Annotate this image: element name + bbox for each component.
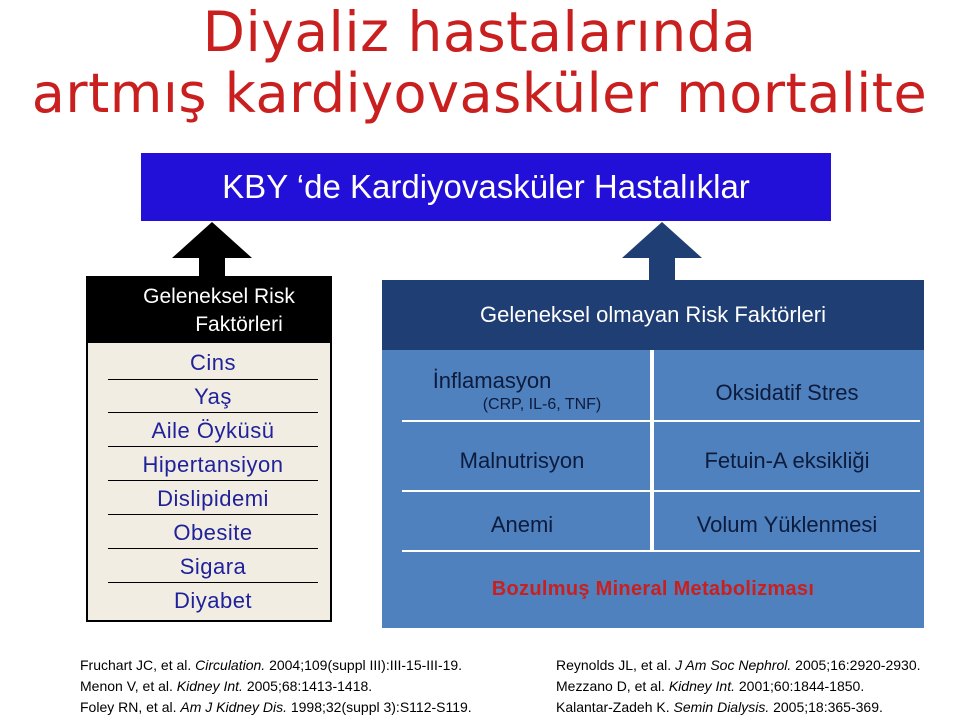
factor-fetuin-a: Fetuin-A eksikliği [704, 448, 870, 473]
reference-right-1: Reynolds JL, et al. J Am Soc Nephrol. 2005;16:2920-2930. [556, 657, 921, 673]
right-up-arrow-icon [622, 222, 702, 258]
row-divider [402, 420, 650, 422]
divider [108, 480, 318, 481]
risk-item: Dislipidemi [157, 486, 269, 511]
left-up-arrow-icon [172, 222, 252, 258]
reference-left-3: Foley RN, et al. Am J Kidney Dis. 1998;32(suppl 3):S112-S119. [80, 699, 472, 715]
risk-item: Sigara [179, 554, 247, 579]
divider [108, 514, 318, 515]
factor-malnutrisyon: Malnutrisyon [459, 448, 585, 473]
traditional-risk-header [88, 278, 330, 343]
factor-volum: Volum Yüklenmesi [696, 512, 878, 537]
risk-item: Hipertansiyon [142, 452, 284, 477]
nontraditional-risk-header: Geleneksel olmayan Risk Faktörleri [382, 280, 924, 350]
row-divider [402, 550, 920, 552]
divider [108, 548, 318, 549]
divider [108, 582, 318, 583]
risk-item: Aile Öyküsü [151, 418, 275, 443]
reference-right-2: Mezzano D, et al. Kidney Int. 2001;60:1844-1850. [556, 678, 865, 694]
factor-anemi: Anemi [490, 512, 554, 537]
row-divider [654, 490, 920, 492]
row-divider [402, 490, 650, 492]
divider [108, 412, 318, 413]
nontraditional-risk-box [382, 280, 924, 628]
slide-title-line-1: Diyaliz hastalarında [202, 0, 757, 64]
risk-item: Cins [189, 350, 236, 375]
traditional-risk-box [86, 276, 332, 622]
factor-inflamasyon: İnflamasyon [432, 368, 552, 393]
row-divider [654, 420, 920, 422]
reference-left-2: Menon V, et al. Kidney Int. 2005;68:1413-1418. [80, 678, 373, 694]
divider [108, 379, 318, 380]
divider [108, 446, 318, 447]
slide-title-line-2: artmış kardiyovasküler mortalite [31, 62, 928, 125]
traditional-header-line-1: Geleneksel Risk [143, 285, 295, 308]
factor-inflamasyon-detail: (CRP, IL-6, TNF) [482, 396, 602, 413]
risk-item: Diyabet [173, 588, 253, 613]
reference-left-1: Fruchart JC, et al. Circulation. 2004;109(suppl III):III-15-III-19. [80, 657, 463, 673]
reference-right-3: Kalantar-Zadeh K. Semin Dialysis. 2005;18:365-369. [556, 699, 883, 715]
factor-mineral-metabolism: Bozulmuş Mineral Metabolizması [491, 578, 815, 600]
risk-item: Obesite [173, 520, 253, 545]
factor-oksidatif-stres: Oksidatif Stres [715, 380, 859, 405]
risk-item: Yaş [194, 384, 232, 409]
traditional-header-line-2: Faktörleri [195, 313, 283, 336]
cvd-banner: KBY ‘de Kardiyovasküler Hastalıklar [141, 153, 831, 221]
